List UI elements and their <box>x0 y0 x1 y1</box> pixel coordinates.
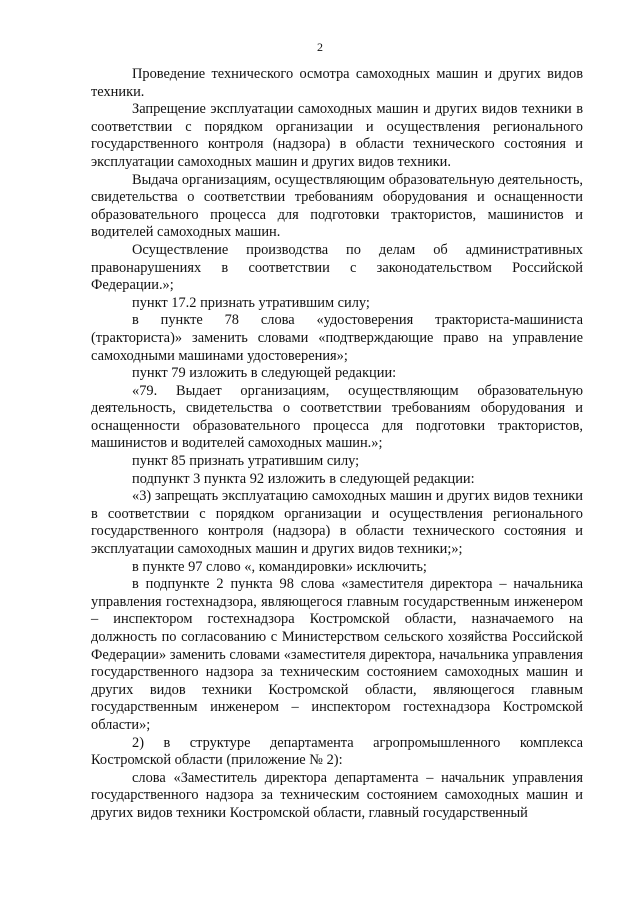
page-number: 2 <box>317 40 323 54</box>
paragraph: Выдача организациям, осуществляющим образовательную деятельность, свидетельства о соответствии требованиям оборудования и оснащенности образовательного процесса для подготовки трактористов, машинистов и водителей самоходных машин. <box>91 171 583 241</box>
paragraph: 2) в структуре департамента агропромышленного комплекса Костромской области (приложение № 2): <box>91 734 583 769</box>
paragraph: Запрещение эксплуатации самоходных машин и других видов техники в соответствии с порядком организации и осуществления регионального государственного контроля (надзора) в области технического состояния и эксплуатации самоходных машин и других видов техники. <box>91 101 583 170</box>
paragraph: в пункте 78 слова «удостоверения тракториста-машиниста (тракториста)» заменить словами «подтверждающие право на управление самоходными машинами удостоверения»; <box>91 312 583 364</box>
paragraph: «3) запрещать эксплуатацию самоходных машин и других видов техники в соответствии с порядком организации и осуществления регионального государственного контроля (надзора) в области технического состояния и эксплуатации самоходных машин и других видов техники;»; <box>91 488 583 558</box>
paragraph: слова «Заместитель директора департамента – начальник управления государственного надзора за техническим состоянием самоходных машин и других видов техники Костромской области, главный государственный <box>91 769 583 821</box>
paragraph: Проведение технического осмотра самоходных машин и других видов техники. <box>91 66 583 100</box>
paragraph: пункт 79 изложить в следующей редакции: <box>132 365 397 382</box>
document-body <box>91 66 583 823</box>
paragraph: в пункте 97 слово «, командировки» исключить; <box>132 558 427 575</box>
paragraph: Осуществление производства по делам об административных правонарушениях в соответствии с законодательством Российской Федерации.»; <box>91 241 583 294</box>
paragraph: подпункт 3 пункта 92 изложить в следующей редакции: <box>132 470 475 487</box>
paragraph: пункт 85 признать утратившим силу; <box>132 453 360 470</box>
paragraph: пункт 17.2 признать утратившим силу; <box>132 294 370 311</box>
paragraph: в подпункте 2 пункта 98 слова «заместителя директора – начальника управления гостехнадзора, являющегося главным государственным инженером – инспектором гостехнадзора Костромской области, назначаемого на должность по согласованию с Министерством сельского хозяйства Российской Федерации» заменить словами «заместителя директора, начальника управления государственного надзора за техническим состоянием самоходных машин и других видов техники Костромской области, являющегося главным государственным инженером – инспектором гостехнадзора Костромской области»; <box>91 576 583 733</box>
paragraph: «79. Выдает организациям, осуществляющим образовательную деятельность, свидетельства о соответствии требованиям оборудования и оснащенности образовательного процесса для подготовки трактористов, машинистов и водителей самоходных машин.»; <box>91 382 583 452</box>
